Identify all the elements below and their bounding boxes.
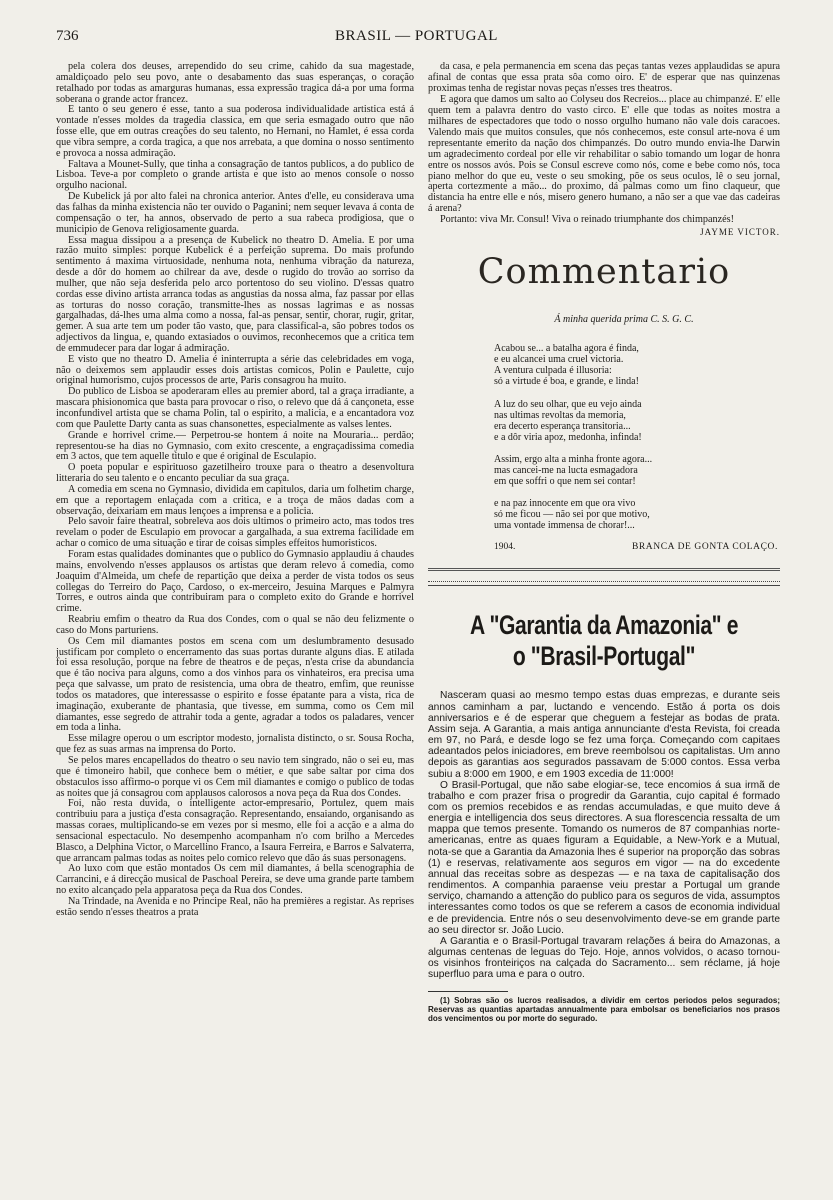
paragraph: Foram estas qualidades dominantes que o publico do Gymnasio applaudiu á chaudes mains, envolvendo n'esses applausos os artistas que deram relevo á comedia, como Joaquim d'Almeida, um chefe de repartição que deixa a perder de vista todos os seus collegas do Terreiro do Paço, Cardoso, o ex-merceiro, Jesuina Marques e Palmyra Torres, e outros ainda que contribuiram para o completo exito do Grande e horrivel crime. <box>56 548 414 615</box>
paragraph: Faltava a Mounet-Sully, que tinha a consagração de tantos publicos, a do publico de Lisboa. Teve-a por completo o grande artista e que isto ao menos console o nosso orgulho nacional. <box>56 158 414 192</box>
paragraph: E tanto o seu genero é esse, tanto a sua poderosa individualidade artistica está á vontade n'esses moldes da tragedia classica, em que seria esmagado outro que não fosse elle, que em outras creações do seu talento, no Hernani, no Hamlet, é essa corda que vibra sempre, a corda tragica, a que nos arrebata, a que domina o nosso sentimento e provoca a nossa admiração. <box>56 104 414 159</box>
paragraph: Grande e horrivel crime.— Perpetrou-se hontem á noite na Mouraria... perdão; representou-se ha dias no Gymnasio, com exito crescente, a engraçadissima comedia em 3 actos, que tem aquelle titulo e que é original de Esculapio. <box>56 429 414 463</box>
theatre-chronicle-continuation <box>428 62 780 226</box>
poem-line: Assim, ergo alta a minha fronte agora... <box>494 453 653 465</box>
paragraph: Pelo savoir faire theatral, sobreleva aos dois ultimos o primeiro acto, mas todos tres revelam o poder de Esculapio em provocar a gargalhada, a sua extrema facilidade em achar o comico de uma situação e tirar de coisas simples effeitos humoristicos. <box>56 516 414 550</box>
running-head: BRASIL — PORTUGAL <box>335 28 498 44</box>
poem-dedication: Á minha querida prima C. S. G. C. <box>554 314 694 326</box>
section-divider <box>428 568 780 571</box>
paragraph: Do publico de Lisboa se apoderaram elles au premier abord, tal a graça irradiante, a mascara phisionomica que basta para provocar o riso, o relevo que dá á cançoneta, esse inconfundivel artista que se chama Polin, tal o espirito, a malicia, e a encantadora voz com que Paulette Darty canta as suas chansonettes, especialmente as valses lentes. <box>56 386 414 430</box>
poem-line: e eu alcancei uma cruel victoria. <box>494 354 624 366</box>
paragraph: A comedia em scena no Gymnasio, dividida em capitulos, daria um folhetim charge, em que a reportagem enlaçada com a critica, e a troça de mãos dadas com a observação, deixariam em maus lençoes a imprensa e a policia. <box>56 483 414 517</box>
poem-body <box>494 343 780 531</box>
poem-line: e a dôr viria apoz, medonha, infinda! <box>494 431 642 443</box>
poem-line: A ventura culpada é illusoria: <box>494 365 612 377</box>
poem-line: era decerto esperança transitoria... <box>494 420 631 432</box>
paragraph: De Kubelick já por alto falei na chronica anterior. Antes d'elle, eu considerava uma das falhas da minha existencia não ter ouvido o Paganini; nem sequer levava á conta de compensação o ter, ha annos, observado de perto a sua rabeca prodigiosa, que o municipio de Genova religiosamente guarda. <box>56 191 414 235</box>
paragraph: Esse milagre operou o um escriptor modesto, jornalista distincto, o sr. Sousa Rocha, que fez as suas armas na imprensa do Porto. <box>56 733 414 756</box>
poem-line: uma vontade immensa de chorar!... <box>494 520 635 532</box>
article-title: A "Garantia da Amazonia" e o "Brasil-Portugal" <box>469 610 739 672</box>
paragraph: da casa, e pela permanencia em scena das peças tantas vezes applaudidas se apura afinal de contas que essa prata sôa como oiro. E' de esperar que nas quinzenas proximas tenha de registar novas peças n'esses tres theatros. <box>428 62 780 94</box>
paragraph: O poeta popular e espirituoso gazetilheiro trouxe para o theatro a desenvoltura litteraria do seu talento e o encanto peculiar da sua graça. <box>56 462 414 485</box>
poem-line: A luz do seu olhar, que eu vejo ainda <box>494 398 642 410</box>
paragraph: pela colera dos deuses, arrependido do seu crime, cahido da sua magestade, amaldiçoado pelo seu povo, ante o desabamento das suas esperanças, o coração retalhado por todas as amarguras humanas, essa expressão tragica dá-a por uma forma soberana o grande actor francez. <box>56 62 414 105</box>
poem-stanza <box>494 343 780 387</box>
paragraph: Na Trindade, na Avenida e no Principe Real, não ha premières a registar. As reprises estão sendo n'esses theatros a prata <box>56 895 414 918</box>
poem-line: só me ficou — não sei por que motivo, <box>494 509 650 521</box>
left-column <box>56 62 414 1190</box>
paragraph: Foi, não resta duvida, o intelligente actor-empresario, Portulez, quem mais contribuiu para a justiça d'esta consagração. Representando, ensaiando, organisando as massas coraes, multiplicando-se em vezes por si mesmo, elle foi a acção e a alma do sensacional espectaculo. No desempenho acompanham n'o com brilho a Mercedes Blasco, a Delphina Victor, o Marcellino Franco, a Isaura Ferreira, e Barros e Salvaterra, que arrancam palmas todas as noites pelo comico relevo que dão ás suas personagens. <box>56 798 414 864</box>
section-divider-dotted <box>428 581 780 586</box>
page-number: 736 <box>56 28 79 44</box>
poem-line: e na paz innocente em que ora vivo <box>494 498 636 510</box>
page-header <box>0 0 833 46</box>
poem-stanza <box>494 454 780 487</box>
paragraph: Ao luxo com que estão montados Os cem mil diamantes, á bella scenographia de Carrancini, e á direcção musical de Paschoal Pereira, se deve uma grande parte tambem no exito alcançado pela apparatosa peça da Rua dos Condes. <box>56 863 414 897</box>
paragraph: Se pelos mares encapellados do theatro o seu navio tem singrado, não o sei eu, mas que é timoneiro habil, que conhece bem o métier, e que sabe saltar por cima dos obstaculos isso affirmo-o porque vi os Cem mil diamantes e comigo o publico de todas as noites que já consagrou com applausos calorosos a nova peça da Rua dos Condes. <box>56 755 414 799</box>
paragraph: Essa magua dissipou a a presença de Kubelick no theatro D. Amelia. E por uma razão muito simples: porque Kubelick é a perfeição suprema. Do mais profundo sentimento á maxima virtuosidade, nenhuma nota, nenhuma vibração da natureza, desde a dôr do homem ao chilrear da ave, desde o rugido do trovão ao sorriso da mulher, que não seja desferida pelo arco portentoso do seu violino. D'essas quatro cordas esse divino artista arranca todas as angustias da nossa alma, faz passar por ellas as torturas do nosso coração, transmitte-lhes as nossas lagrimas e as nossas gargalhadas, dá-lhes uma alma como a nossa, fal-as pensar, sentir, chorar, rugir, gritar, gemer. A sua arte tem um poder tão vasto, que, para classifical-a, são pobres todos os adjectivos da lingua, e, quando extasiados o ouvimos, reconhecemos que a critica tem de emmudecer para dar logar á admiração. <box>56 234 414 354</box>
poem-stanza <box>494 498 780 531</box>
poem-footer <box>428 542 780 556</box>
paragraph: A Garantia e o Brasil-Portugal travaram relações á beira do Amazonas, a algumas centenas de leguas do Tejo. Hoje, annos volvidos, o acaso tornou-os visinhos fronteiriços na calçada do Sacramento... sem réclame, já hoje superfluo para uma e para o outro. <box>428 935 780 981</box>
paragraph: Portanto: viva Mr. Consul! Viva o reinado triumphante dos chimpanzés! <box>440 214 735 226</box>
paragraph: Os Cem mil diamantes postos em scena com um deslumbramento desusado justificam por completo o encerramento das suas portas durante alguns dias. E atilada foi essa resolução, porque na febre de theatros e de peças, n'esta crise da abundancia que é tão nociva para alguns, como a dos vinhos para os vinhateiros, era precisa uma peça que salvasse, um prato de resistencia, uma obra de theatro, emfim, que reunisse todos os matadores, que interessasse o espirito e fosse épatante para a vista, rica de imaginação, exuberante de phantasia, que tivesse, em summa, como os Cem mil diamantes, esse segredo de attrahir toda a gente, agradar a todos os paladares, vencer em toda a linha. <box>56 635 414 734</box>
poem-line: em que soffri o que nem sei contar! <box>494 476 636 488</box>
poem-author: BRANCA DE GONTA COLAÇO. <box>631 542 778 553</box>
paragraph: E agora que damos um salto ao Colyseu dos Recreios... place au chimpanzé. E' elle quem tem a palavra dentro do vasto circo. E' elle que todas as noites mostra a milhares de espectadores que todo o nosso orgulho humano não vale dois caracoes. Valendo mais que muitos consules, que nós conhecemos, este consul arte-nova é um representante emerito da nação dos chimpanzés. Do outro mundo envia-lhe Darwin um agradecimento cordeal por elle vir rehabilitar o sabio tomando um logar de honra entre os nossos avós. Pois se Consul escreve como nós, come e bebe como nós, toca piano melhor do que eu, veste o seu smoking, põe os seus oculos, lê o seu jornal, aperta cortezmente a mão... do proximo, dá palmas como um fino claqueur, que distancia ha entre elle e nós, misero genero humano, a não ser a que vae das cadeiras á arena? <box>428 93 780 215</box>
poem-title: Commentario <box>477 252 731 293</box>
article-footnote: (1) Sobras são os lucros realisados, a dividir em certos periodos pelos segurados; Reservas as quantias apartadas annualmente para embolsar os beneficiarios nos prasos dos vencimentos ou por morte do segurado. <box>428 995 780 1023</box>
paragraph: O Brasil-Portugal, que não sabe elogiar-se, tece encomios á sua irmã de trabalho e com prazer frisa o progredir da Garantia, cujo capital é formado com os premios recebidos e as rendas accumuladas, e que muito deve á energia e intelligencia dos seus directores. A sua florescencia ressalta de um mappa que temos presente. Tomando os numeros de 87 companhias norte-americanas, entre as quaes figuram a Equidable, a New-York e a Mutual, nota-se que a Garantia da Amazonia lhes é superior na proporção das sobras (1) e reservas, relativamente aos seguros em vigor — na do excedente annual das receitas sobre as despezas — e na taxa de capitalisação dos rendimentos. A companhia paraense veiu prestar a Portugal um grande serviço, chamando a attenção do publico para os seguros de vida, assumptos interessantes como todos os que se referem a casos de economia individual e de previdencia. Entre nós o seu desenvolvimento deve-se em grande parte ao seu director sr. João Lucio. <box>428 779 780 936</box>
poem-line: nas ultimas revoltas da memoria, <box>494 409 626 421</box>
footnote-rule <box>428 991 508 992</box>
right-column <box>428 62 780 1190</box>
paragraph: Nasceram quasi ao mesmo tempo estas duas emprezas, e durante seis annos caminham a par, luctando e vencendo. Estão á porta os dois anniversarios e é de esperar que cheguem a festejar as bodas de prata. Assim seja. A Garantia, a mais antiga annunciante d'esta Revista, foi creada em 97, no Pará, e desde logo se fez uma força. Começando com capitaes adeantados pelos iniciadores, em breve reembolsou os capitalistas. Um anno depois as garantias aos segurados passavam de 5:000 contos. Essa verba subiu a 8:000 em 1900, e em 1903 excedia de 11:000! <box>428 690 780 780</box>
paragraph: Reabriu emfim o theatro da Rua dos Condes, com o qual se não deu felizmente o caso do Mons parturiens. <box>56 614 414 636</box>
poem-year: 1904. <box>494 542 516 553</box>
poem-line: mas cancei-me na lucta esmagadora <box>494 464 638 476</box>
poem-line: só a virtude é boa, e grande, e linda! <box>494 376 639 388</box>
chronicle-signature: JAYME VICTOR. <box>700 227 780 238</box>
poem-stanza <box>494 399 780 443</box>
paragraph: E visto que no theatro D. Amelia é ininterrupta a série das celebridades em voga, não o deixemos sem applaudir esses dois artistas comicos, Polin e Paulette, cujo original humorismo, cujos processos de arte, Paris consagrou ha muito. <box>56 353 414 387</box>
article-body <box>428 690 780 980</box>
poem-line: Acabou se... a batalha agora é finda, <box>494 343 639 355</box>
